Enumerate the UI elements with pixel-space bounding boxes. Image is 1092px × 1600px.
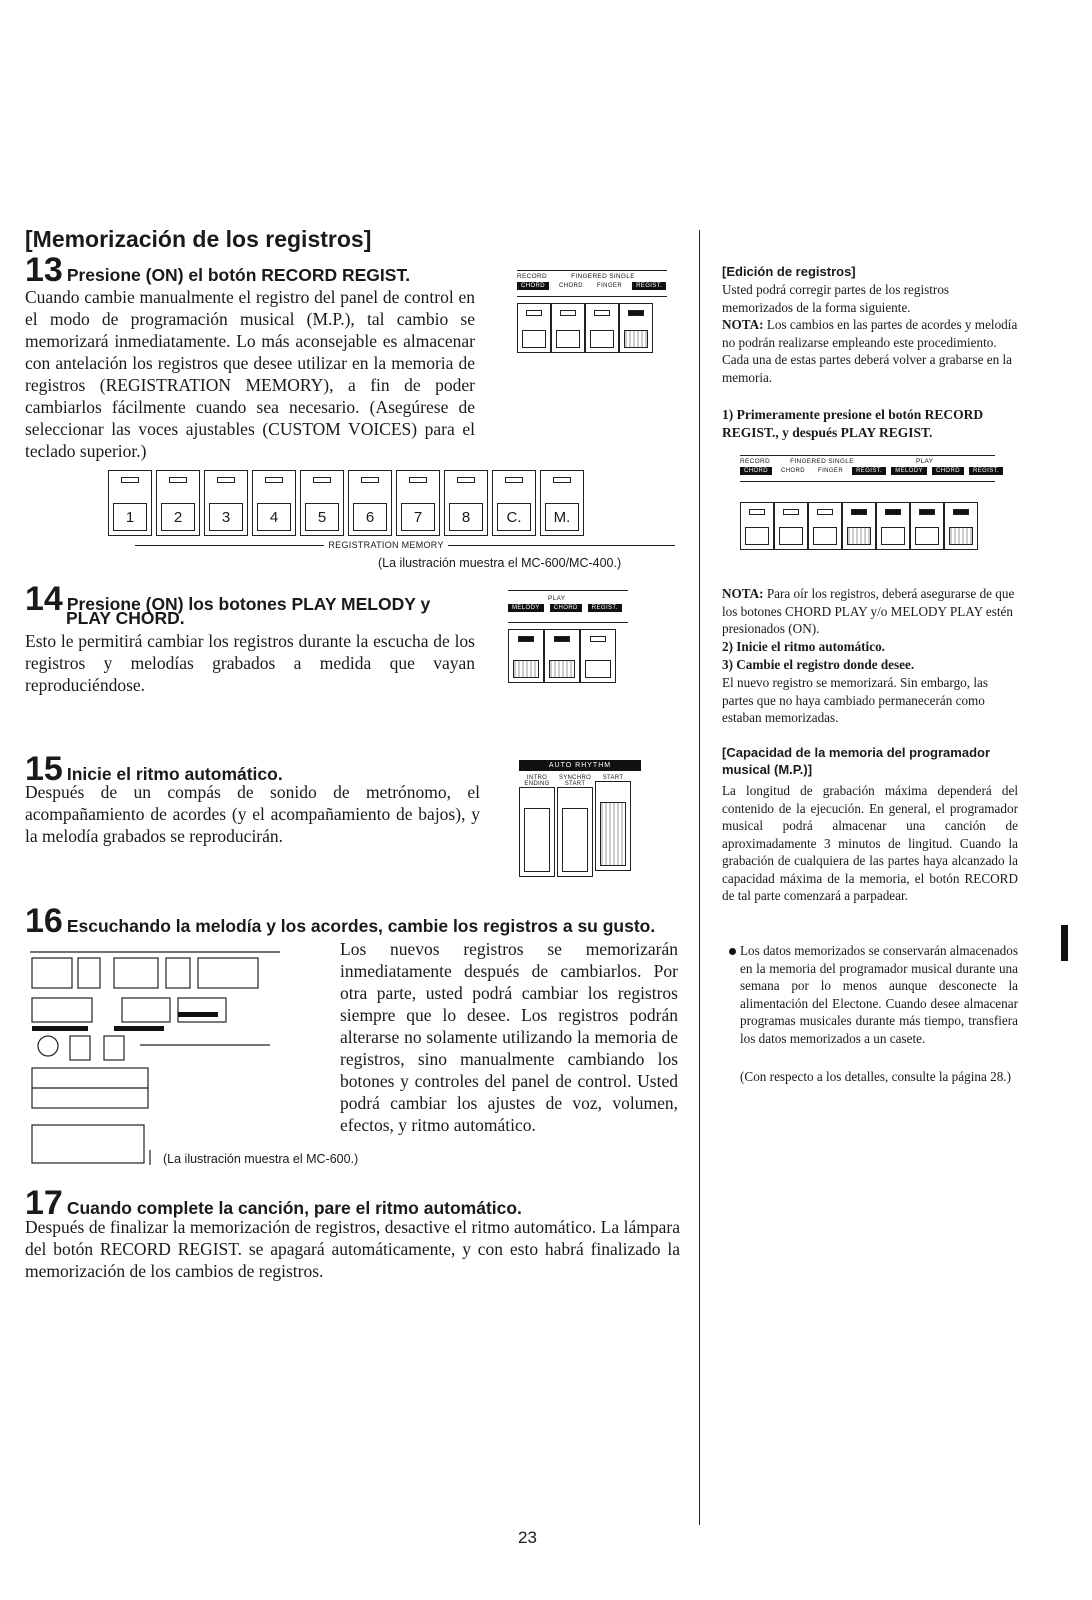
section-heading: [Memorización de los registros]: [25, 226, 372, 252]
step-16-caption: (La ilustración muestra el MC-600.): [163, 1152, 359, 1166]
bullet-text: Los datos memorizados se conservarán almacenados en la memoria del programador musical durante una semana por lo menos aunque desconecte la alimentación del Electone. Cuando desee almacenar programas musicales durante más tiempo, transfiera los datos memorizados a un casete.: [740, 943, 1018, 1046]
registration-memory-label: REGISTRATION MEMORY: [135, 540, 675, 550]
nota-2: NOTA: Para oír los registros, deberá asegurarse de que los botones CHORD PLAY y/o MELODY PLAY estén presionados (ON).: [722, 586, 1015, 636]
bullet-reference: (Con respecto a los detalles, consulte la página 28.): [740, 1069, 1011, 1084]
step-number: 14: [25, 580, 63, 618]
edit-text: Usted podrá corregir partes de los registros memorizados de la forma siguiente.: [722, 282, 950, 315]
registration-button: 7: [396, 470, 440, 536]
step-title: Cuando complete la canción, pare el ritmo automático.: [66, 1198, 522, 1218]
registration-button: 1: [108, 470, 152, 536]
step-16-text: Los nuevos registros se memorizarán inmediatamente después de cambiarlos. Por otra parte, usted podrá cambiar los registros siempre que lo desee. Los registros podrán alterarse no solamente utilizando la memoria de registros, sino manualmente cambiando los botones y controles del panel de control. Usted podrá cambiar los ajustes de voz, volumen, efectos, y ritmo automático.: [340, 939, 678, 1135]
step-17-header: [25, 1186, 685, 1220]
registration-memory-buttons: [108, 470, 588, 536]
item-3: 3) Cambie el registro donde desee.: [722, 657, 915, 672]
registration-button: M.: [540, 470, 584, 536]
capacity-title: [Capacidad de la memoria del programador musical (M.P.)]: [722, 745, 991, 777]
step-15-text: Después de un compás de sonido de metrónomo, el acompañamiento de acordes (y el acompañamiento de bajos), y la melodía grabados se reproducirán.: [25, 782, 480, 846]
capacity-text: La longitud de grabación máxima dependerá del contenido de la ejecución. En general, el programador musical podrá almacenar una canción de aproximadamente 3 minutos de lingitud. Cuando la grabación de cualquiera de las partes haya alcanzado la capacidad máxima de la memoria, el botón RECORD de tal parte comenzará a parpadear.: [722, 783, 1018, 903]
item-1: 1) Primeramente presione el botón RECORD REGIST., y después PLAY REGIST.: [722, 407, 984, 440]
registration-caption: (La ilustración muestra el MC-600/MC-400.): [378, 556, 622, 570]
registration-button: 3: [204, 470, 248, 536]
bullet-dot: [729, 948, 736, 955]
registration-button: 8: [444, 470, 488, 536]
step-14-title-line2: PLAY CHORD.: [66, 608, 185, 628]
item-3-text: El nuevo registro se memorizará. Sin embargo, las partes que no haya cambiado permanecerán como estaban memorizadas.: [722, 675, 988, 725]
play-regist-panel-illustration: RECORD FINGERED SINGLE PLAY CHORD CHORD FINGER REGIST. MELODY CHORD REGIST.: [740, 455, 995, 575]
column-divider: [699, 230, 700, 1525]
edit-title: [Edición de registros]: [722, 264, 856, 279]
step-16-header: [25, 904, 695, 938]
page-edge-tab: [1061, 925, 1068, 961]
step-14-text: Esto le permitirá cambiar los registros durante la escucha de los registros y melodías grabados a medida que vayan reproduciéndose.: [25, 631, 475, 695]
console-panel-illustration: [30, 950, 330, 1165]
auto-rhythm-panel-illustration: AUTO RHYTHM INTRO ENDING SYNCHRO START START: [519, 760, 641, 878]
step-number: 15: [25, 750, 63, 788]
step-number: 13: [25, 251, 63, 289]
registration-button: 4: [252, 470, 296, 536]
registration-button: 6: [348, 470, 392, 536]
step-title: Escuchando la melodía y los acordes, cambie los registros a su gusto.: [66, 916, 656, 936]
play-panel-illustration: PLAY MELODY CHORD REGIST.: [508, 590, 638, 705]
registration-button: 5: [300, 470, 344, 536]
step-title: Presione (ON) el botón RECORD REGIST.: [66, 265, 411, 285]
page-number: 23: [518, 1528, 537, 1547]
step-13-text: Cuando cambie manualmente el registro del panel de control en el modo de programación musical (M.P.), tal cambio se memorizará inmediatamente. Lo más aconsejable es almacenar con antelación los registros que desee utilizar en la memoria de registros (REGISTRATION MEMORY), a fin de poder cambiarlos fácilmente cuando sea necesario. (Asegúrese de seleccionar las voces ajustables (CUSTOM VOICES) para el teclado superior.): [25, 287, 475, 461]
nota-1: NOTA: Los cambios en las partes de acordes y melodía no podrán realizarse empleando este procedimiento. Cada una de estas partes deberá volver a grabarse en la memoria.: [722, 317, 1018, 385]
record-regist-panel-illustration: RECORD FINGERED SINGLE CHORD CHORD FINGER REGIST.: [517, 270, 667, 390]
item-2: 2) Inicie el ritmo automático.: [722, 639, 885, 654]
step-title: Inicie el ritmo automático.: [66, 764, 283, 784]
registration-button: C.: [492, 470, 536, 536]
step-number: 17: [25, 1184, 63, 1222]
step-number: 16: [25, 902, 63, 940]
registration-button: 2: [156, 470, 200, 536]
step-17-text: Después de finalizar la memorización de registros, desactive el ritmo automático. La lámpara del botón RECORD REGIST. se apagará automáticamente, y con esto habrá finalizado la memorización de los cambios de registros.: [25, 1217, 680, 1281]
step-title: Presione (ON) los botones PLAY MELODY y: [66, 594, 431, 614]
step-13-header: [25, 253, 485, 287]
